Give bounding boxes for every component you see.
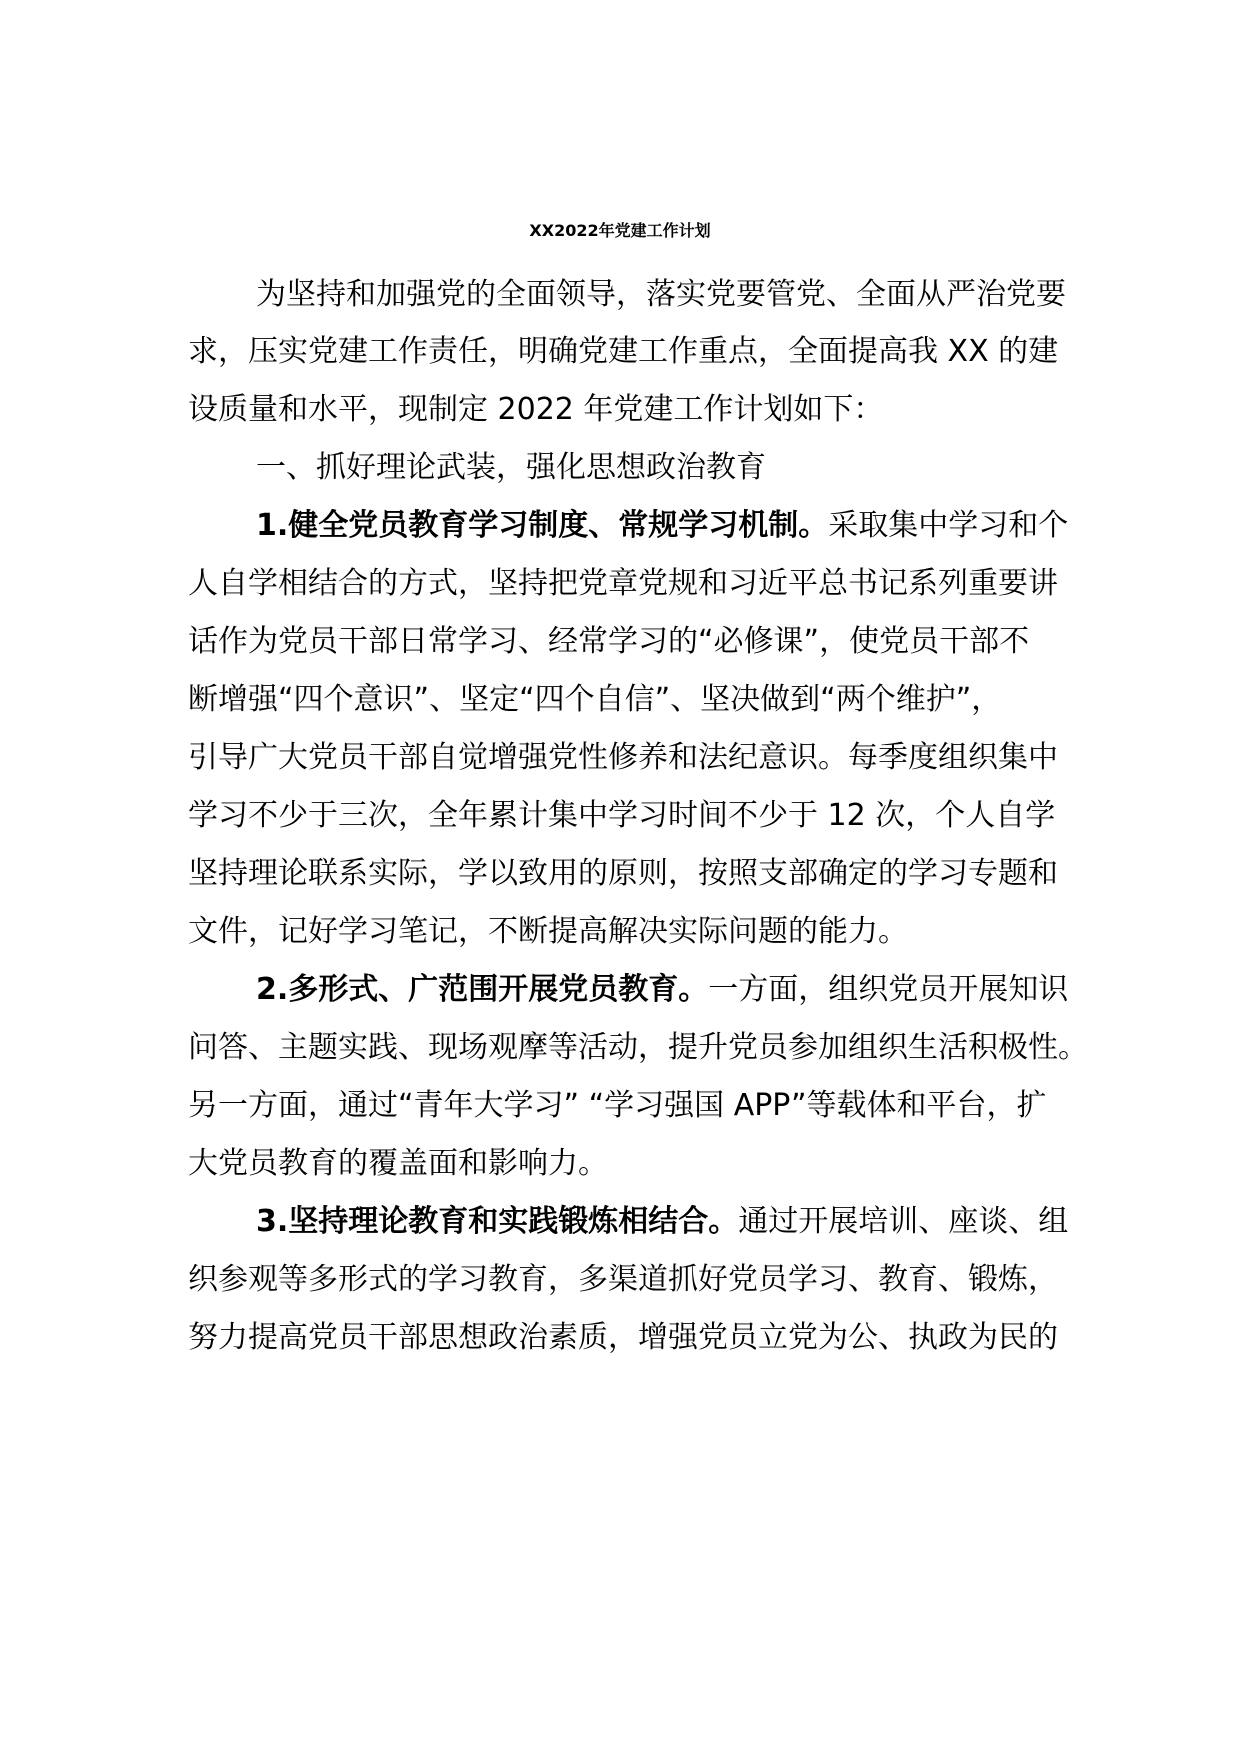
paragraph-line: 断增强“四个意识”、坚定“四个自信”、坚决做到“两个维护”，	[188, 682, 1002, 717]
paragraph-line: 学习不少于三次，全年累计集中学习时间不少于 12 次，个人自学	[188, 798, 1056, 833]
paragraph-line: 大党员教育的覆盖面和影响力。	[188, 1146, 608, 1181]
section-heading: 一、抓好理论武装，强化思想政治教育	[256, 450, 766, 485]
intro-line: 设质量和水平，现制定 2022 年党建工作计划如下：	[188, 392, 884, 427]
item-text: 通过开展培训、座谈、组	[738, 1204, 1069, 1239]
paragraph-line: 织参观等多形式的学习教育，多渠道抓好党员学习、教育、锻炼，	[188, 1262, 1058, 1297]
intro-line: 为坚持和加强党的全面领导，落实党要管党、全面从严治党要	[256, 277, 1066, 312]
paragraph-line	[256, 506, 1068, 546]
item-text: 一方面，组织党员开展知识	[708, 972, 1069, 1007]
item-heading: 3.坚持理论教育和实践锻炼相结合。	[256, 1204, 739, 1239]
paragraph-line	[256, 970, 1068, 1010]
paragraph-line: 引导广大党员干部自觉增强党性修养和法纪意识。每季度组织集中	[188, 740, 1058, 775]
item-text: 采取集中学习和个	[828, 508, 1069, 543]
paragraph-line: 人自学相结合的方式，坚持把党章党规和习近平总书记系列重要讲	[188, 566, 1058, 601]
paragraph-line: 坚持理论联系实际，学以致用的原则，按照支部确定的学习专题和	[188, 856, 1058, 891]
item-heading: 1.健全党员教育学习制度、常规学习机制。	[256, 508, 829, 543]
paragraph-line: 问答、主题实践、现场观摩等活动，提升党员参加组织生活积极性。	[188, 1030, 1088, 1065]
paragraph-line: 另一方面，通过“青年大学习” “学习强国 APP”等载体和平台，扩	[188, 1088, 1047, 1123]
paragraph-line: 努力提高党员干部思想政治素质，增强党员立党为公、执政为民的	[188, 1320, 1058, 1355]
item-heading: 2.多形式、广范围开展党员教育。	[256, 972, 709, 1007]
page-title: XX2022年党建工作计划	[529, 221, 711, 240]
paragraph-line	[256, 1202, 1068, 1242]
paragraph-line: 话作为党员干部日常学习、经常学习的“必修课”，使党员干部不	[188, 624, 1030, 659]
paragraph-line: 文件，记好学习笔记，不断提高解决实际问题的能力。	[188, 914, 908, 949]
intro-line: 求，压实党建工作责任，明确党建工作重点，全面提高我 XX 的建	[188, 334, 1059, 369]
